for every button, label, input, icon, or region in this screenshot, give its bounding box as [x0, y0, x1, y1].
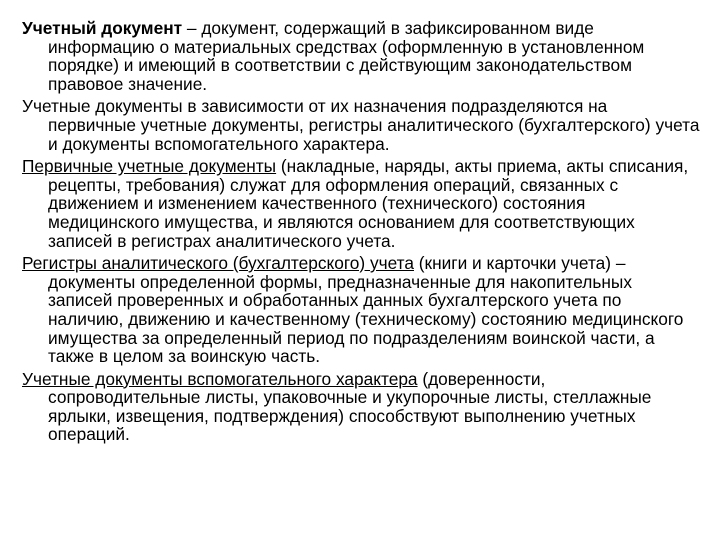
term-accounting-document: Учетный документ: [22, 18, 183, 38]
slide-body: [22, 19, 700, 448]
paragraph-analytical-registers: [22, 254, 700, 366]
term-auxiliary-documents: Учетные документы вспомогательного характера: [22, 368, 418, 389]
paragraph-text: (доверенности, сопроводительные листы, упаковочные и укупорочные листы, стеллажные ярлыки, извещения, подтверждения) способствуют выполнению учетных операций.: [48, 368, 652, 445]
term-primary-documents: Первичные учетные документы: [22, 156, 277, 177]
paragraph-auxiliary-documents: [22, 370, 700, 444]
paragraph-text: (книги и карточки учета) – документы определенной формы, предназначенные для накопительных записей проверенных и обработанных данных бухгалтерского учета по наличию, движению и качественному (техническому) состоянию медицинского имущества за определенный период по подразделениям воинской части, а также в целом за воинскую часть.: [48, 253, 684, 367]
paragraph-text: (накладные, наряды, акты приема, акты списания, рецепты, требования) служат для оформления операций, связанных с движением и изменением качественного (технического) состояния медицинского имущества, и являются основанием для соответствующих записей в регистрах аналитического учета.: [48, 156, 689, 251]
paragraph-document-classification: [22, 97, 700, 153]
paragraph-primary-documents: [22, 157, 700, 250]
paragraph-accounting-document-definition: [22, 19, 700, 93]
paragraph-text: Учетные документы в зависимости от их назначения подразделяются на первичные учетные документы, регистры аналитического (бухгалтерского) учета и документы вспомогательного характера.: [22, 96, 700, 154]
paragraph-text: – документ, содержащий в зафиксированном виде информацию о материальных средствах (оформленную в установленном порядке) и имеющий в соответствии с действующим законодательством правовое значение.: [48, 18, 645, 94]
term-analytical-registers: Регистры аналитического (бухгалтерского) учета: [22, 253, 414, 274]
